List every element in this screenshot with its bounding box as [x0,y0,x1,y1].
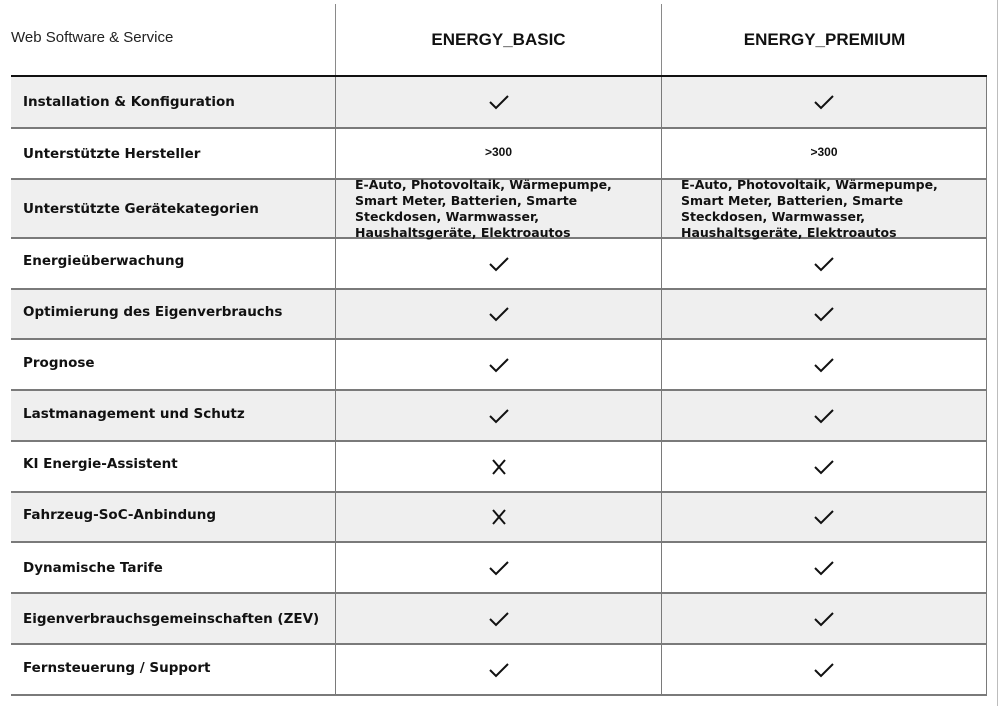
premium-cell [661,290,986,338]
premium-cell [661,493,986,541]
check-icon [813,559,835,577]
premium-cell [661,77,986,127]
device-categories: E-Auto, Photovoltaik, Wärmepumpe, Smart Meter, Batterien, Smarte Steckdosen, Warmwasser, Haushaltsgeräte, Elektroautos [681,176,938,240]
basic-cell [335,645,661,694]
basic-cell [335,391,661,440]
manufacturer-count: >300 [810,144,838,159]
table-row [11,645,987,696]
check-icon [813,458,835,476]
basic-cell [335,543,661,592]
premium-cell [661,176,986,240]
premium-cell [661,543,986,592]
feature-label: Fernsteuerung / Support [23,659,211,676]
check-icon [813,356,835,374]
check-icon [488,356,510,374]
check-icon [488,93,510,111]
basic-cell [335,340,661,389]
basic-cell [335,129,661,178]
feature-comparison-table [11,0,987,696]
feature-label: Eigenverbrauchsgemeinschaften (ZEV) [23,610,320,627]
table-header [11,0,987,77]
feature-label: Lastmanagement und Schutz [23,405,245,422]
check-icon [488,559,510,577]
check-icon [813,93,835,111]
premium-cell [661,442,986,491]
feature-label: KI Energie-Assistent [23,455,178,472]
check-icon [488,407,510,425]
feature-label: Unterstützte Hersteller [23,145,201,162]
feature-label: Energieüberwachung [23,252,185,269]
table-row [11,176,987,240]
table-row [11,391,987,442]
cross-icon [488,508,510,526]
feature-label: Prognose [23,354,95,371]
header-plan-premium: ENERGY_PREMIUM [661,4,987,75]
feature-label: Installation & Konfiguration [23,94,235,110]
check-icon [488,661,510,679]
check-icon [488,610,510,628]
header-plan-basic: ENERGY_BASIC [335,4,661,75]
basic-cell [335,493,661,541]
basic-cell [335,442,661,491]
manufacturer-count: >300 [484,144,513,159]
check-icon [813,508,835,526]
table-row [11,239,987,290]
table-row [11,543,987,594]
table-row [11,340,987,391]
check-icon [813,407,835,425]
basic-cell [335,77,661,127]
device-categories: E-Auto, Photovoltaik, Wärmepumpe, Smart Meter, Batterien, Smarte Steckdosen, Warmwasser, Haushaltsgeräte, Elektroautos [355,176,612,240]
table-row [11,77,987,129]
check-icon [488,255,510,273]
premium-cell [661,340,986,389]
premium-cell [661,594,986,643]
premium-cell [661,391,986,440]
check-icon [813,305,835,323]
check-icon [813,255,835,273]
basic-cell [335,594,661,643]
premium-cell [661,645,986,694]
check-icon [813,661,835,679]
page-edge-divider [997,0,998,706]
basic-cell [335,290,661,338]
table-row [11,290,987,340]
feature-label: Unterstützte Gerätekategorien [23,200,259,217]
check-icon [813,610,835,628]
check-icon [488,305,510,323]
basic-cell [335,176,661,240]
premium-cell [661,129,986,178]
header-category-label: Web Software & Service [11,29,174,46]
table-row [11,442,987,493]
feature-label: Optimierung des Eigenverbrauchs [23,304,283,320]
table-row [11,493,987,543]
basic-cell [335,239,661,288]
premium-cell [661,239,986,288]
feature-label: Dynamische Tarife [23,559,163,576]
table-row [11,129,987,180]
feature-label: Fahrzeug-SoC-Anbindung [23,507,217,523]
table-row [11,594,987,645]
cross-icon [488,458,510,476]
